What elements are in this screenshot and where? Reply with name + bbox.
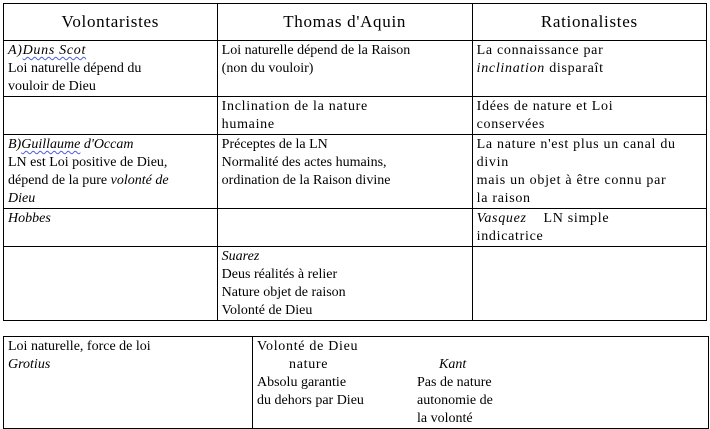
cell-line: Pas de nature — [417, 375, 492, 390]
cell-thomas-raison — [217, 41, 472, 97]
cell-preceptes — [217, 135, 472, 209]
cell-line: divin — [476, 155, 509, 170]
cell-empty — [472, 247, 706, 321]
header-thomas-daquin: Thomas d'Aquin — [217, 4, 472, 41]
cell-line: Idées de nature et Loi — [476, 99, 614, 114]
cell-suarez — [217, 247, 472, 321]
cell-line: la volonté — [417, 411, 473, 426]
cell-hobbes: Hobbes — [4, 209, 218, 247]
cell-vasquez — [472, 209, 706, 247]
header-volontaristes: Volontaristes — [4, 4, 218, 41]
cell-line: Loi naturelle, force de loi — [8, 339, 151, 354]
cell-line: Préceptes de la LN — [221, 137, 328, 152]
cell-line: nature — [289, 357, 329, 372]
cell-line: Loi naturelle dépend de la Raison — [221, 43, 411, 58]
cell-line: LN est Loi positive de Dieu, — [8, 155, 168, 170]
cell-line: vouloir de Dieu — [8, 79, 96, 94]
author-name: Duns Scot — [22, 43, 87, 58]
cell-line: Nature objet de raison — [221, 285, 346, 300]
italic-term: Dieu — [8, 191, 36, 206]
cell-occam — [4, 135, 218, 209]
table-row — [4, 97, 707, 135]
left-column — [257, 356, 417, 428]
cell-line: conservées — [476, 117, 546, 132]
cell-empty — [217, 209, 472, 247]
cell-line: du dehors par Dieu — [257, 393, 364, 408]
item-prefix: A) — [8, 43, 23, 58]
cell-grotius — [4, 337, 253, 429]
cell-connaissance — [472, 41, 706, 97]
cell-kant — [253, 337, 709, 429]
author-name: Suarez — [221, 249, 260, 264]
author-name: Kant — [439, 357, 467, 372]
comparison-table — [3, 3, 707, 321]
cell-line: (non du vouloir) — [221, 61, 314, 76]
cell-line: dépend de la pure — [8, 173, 111, 188]
header-rationalistes: Rationalistes — [472, 4, 706, 41]
cell-nature-canal — [472, 135, 706, 209]
author-name: Vasquez — [476, 211, 527, 226]
table-row — [4, 209, 707, 247]
kant-columns — [257, 356, 704, 428]
cell-line: ordination de la Raison divine — [221, 173, 391, 188]
cell-empty — [4, 247, 218, 321]
cell-line: Loi naturelle dépend du — [8, 61, 142, 76]
cell-line: la raison — [476, 191, 531, 206]
cell-line: Absolu garantie — [257, 375, 347, 390]
header-row — [4, 4, 707, 41]
cell-line: humaine — [221, 117, 275, 132]
author-name: Grotius — [8, 357, 51, 372]
cell-line: Inclination de la nature — [221, 99, 368, 114]
cell-line: disparaît — [545, 61, 604, 76]
table-row — [4, 41, 707, 97]
cell-line: La connaissance par — [476, 43, 604, 58]
cell-duns-scot — [4, 41, 218, 97]
right-column — [417, 356, 493, 428]
table-row — [4, 247, 707, 321]
author-name: d'Occam — [80, 137, 134, 152]
cell-inclination — [217, 97, 472, 135]
italic-term: inclination — [476, 61, 546, 76]
cell-idees — [472, 97, 706, 135]
bottom-table — [3, 336, 709, 429]
cell-line: Normalité des actes humains, — [221, 155, 387, 170]
cell-line: La nature n'est plus un canal du — [476, 137, 676, 152]
table-row — [4, 337, 709, 429]
cell-line: LN simple — [526, 211, 610, 226]
item-prefix: B) — [8, 137, 22, 152]
cell-line: Volonté de Dieu — [257, 339, 359, 354]
author-name: Guillaume — [21, 137, 81, 152]
cell-line: autonomie de — [417, 393, 493, 408]
table-row — [4, 135, 707, 209]
cell-line: mais un objet à être connu par — [476, 173, 667, 188]
cell-line: indicatrice — [476, 229, 544, 244]
cell-line: Volonté de Dieu — [221, 303, 313, 318]
cell-empty — [4, 97, 218, 135]
italic-term: volonté de — [110, 173, 169, 188]
cell-line: Deus réalités à relier — [221, 267, 338, 282]
